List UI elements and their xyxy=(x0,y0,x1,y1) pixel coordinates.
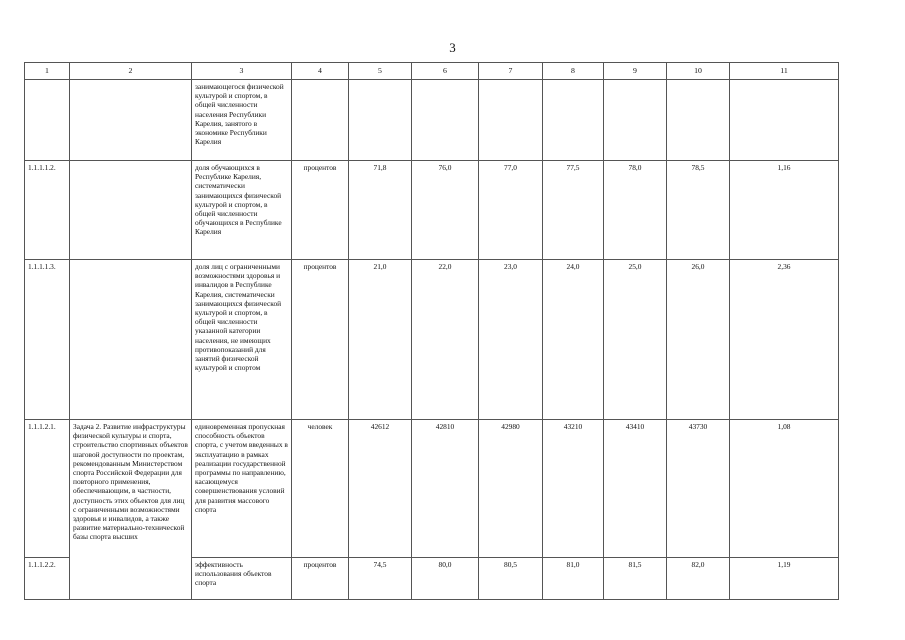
row-code: 1.1.1.1.3. xyxy=(25,260,70,420)
row-code: 1.1.1.2.1. xyxy=(25,420,70,558)
row-value xyxy=(543,80,604,161)
row-value: 1,19 xyxy=(730,558,839,600)
row-value xyxy=(730,80,839,161)
row-value: 25,0 xyxy=(604,260,667,420)
row-unit: процентов xyxy=(292,161,349,260)
row-task xyxy=(70,80,192,161)
row-task xyxy=(70,161,192,260)
header-cell: 3 xyxy=(192,63,292,80)
row-value xyxy=(412,80,479,161)
row-value: 21,0 xyxy=(349,260,412,420)
page-number: 3 xyxy=(449,40,456,55)
row-value xyxy=(349,80,412,161)
row-value: 43410 xyxy=(604,420,667,558)
header-cell: 6 xyxy=(412,63,479,80)
header-cell: 8 xyxy=(543,63,604,80)
row-value: 22,0 xyxy=(412,260,479,420)
row-value xyxy=(667,80,730,161)
header-cell: 2 xyxy=(70,63,192,80)
row-value: 78,5 xyxy=(667,161,730,260)
row-value: 74,5 xyxy=(349,558,412,600)
row-value: 77,5 xyxy=(543,161,604,260)
indicators-table xyxy=(24,62,839,600)
row-indicator: доля лиц с ограниченными возможностями здоровья и инвалидов в Республике Карелия, систематически занимающихся физической культурой и спортом, в общей численности указанной категории населения, не имеющих противопоказаний для занятий физической культурой и спортом xyxy=(192,260,292,420)
row-indicator: эффективность использования объектов спорта xyxy=(192,558,292,600)
row-value: 43210 xyxy=(543,420,604,558)
table-row xyxy=(25,161,839,260)
header-cell: 10 xyxy=(667,63,730,80)
row-value: 23,0 xyxy=(479,260,543,420)
row-unit: человек xyxy=(292,420,349,558)
row-indicator: доля обучающихся в Республике Карелия, систематически занимающихся физической культурой и спортом, в общей численности обучающихся в Республике Карелия xyxy=(192,161,292,260)
row-value: 24,0 xyxy=(543,260,604,420)
row-value: 80,0 xyxy=(412,558,479,600)
row-value: 42980 xyxy=(479,420,543,558)
row-value: 77,0 xyxy=(479,161,543,260)
row-value: 80,5 xyxy=(479,558,543,600)
row-indicator: занимающегося физической культурой и спортом, в общей численности населения Республики Карелия, занятого в экономике Республики Карелия xyxy=(192,80,292,161)
row-indicator: единовременная пропускная способность объектов спорта, с учетом введенных в эксплуатацию в рамках реализации государственной программы по направлению, касающемуся совершенствования условий для развития массового спорта xyxy=(192,420,292,558)
row-unit xyxy=(292,80,349,161)
header-cell: 4 xyxy=(292,63,349,80)
row-value xyxy=(479,80,543,161)
row-value: 81,0 xyxy=(543,558,604,600)
row-value: 42810 xyxy=(412,420,479,558)
table-row xyxy=(25,80,839,161)
row-value: 81,5 xyxy=(604,558,667,600)
row-value: 76,0 xyxy=(412,161,479,260)
row-value: 26,0 xyxy=(667,260,730,420)
row-unit: процентов xyxy=(292,260,349,420)
row-code xyxy=(25,80,70,161)
table-row xyxy=(25,260,839,420)
header-cell: 9 xyxy=(604,63,667,80)
header-cell: 5 xyxy=(349,63,412,80)
table-row xyxy=(25,420,839,558)
row-unit: процентов xyxy=(292,558,349,600)
row-value: 78,0 xyxy=(604,161,667,260)
header-row xyxy=(25,63,839,80)
row-value: 1,16 xyxy=(730,161,839,260)
row-value: 82,0 xyxy=(667,558,730,600)
row-value: 1,08 xyxy=(730,420,839,558)
row-value: 2,36 xyxy=(730,260,839,420)
header-cell: 7 xyxy=(479,63,543,80)
row-value: 42612 xyxy=(349,420,412,558)
row-value: 43730 xyxy=(667,420,730,558)
row-code: 1.1.1.1.2. xyxy=(25,161,70,260)
row-value: 71,8 xyxy=(349,161,412,260)
header-cell: 1 xyxy=(25,63,70,80)
row-code: 1.1.1.2.2. xyxy=(25,558,70,600)
header-cell: 11 xyxy=(730,63,839,80)
row-value xyxy=(604,80,667,161)
row-task: Задача 2. Развитие инфраструктуры физической культуры и спорта, строительство спортивных объектов шаговой доступности по проектам, рекомендованным Министерством спорта Российской Федерации для повторного применения, обеспечивающим, в частности, доступность этих объектов для лиц с ограниченными возможностями здоровья и инвалидов, а также развитие материально-технической базы спорта высших xyxy=(70,420,192,600)
row-task xyxy=(70,260,192,420)
